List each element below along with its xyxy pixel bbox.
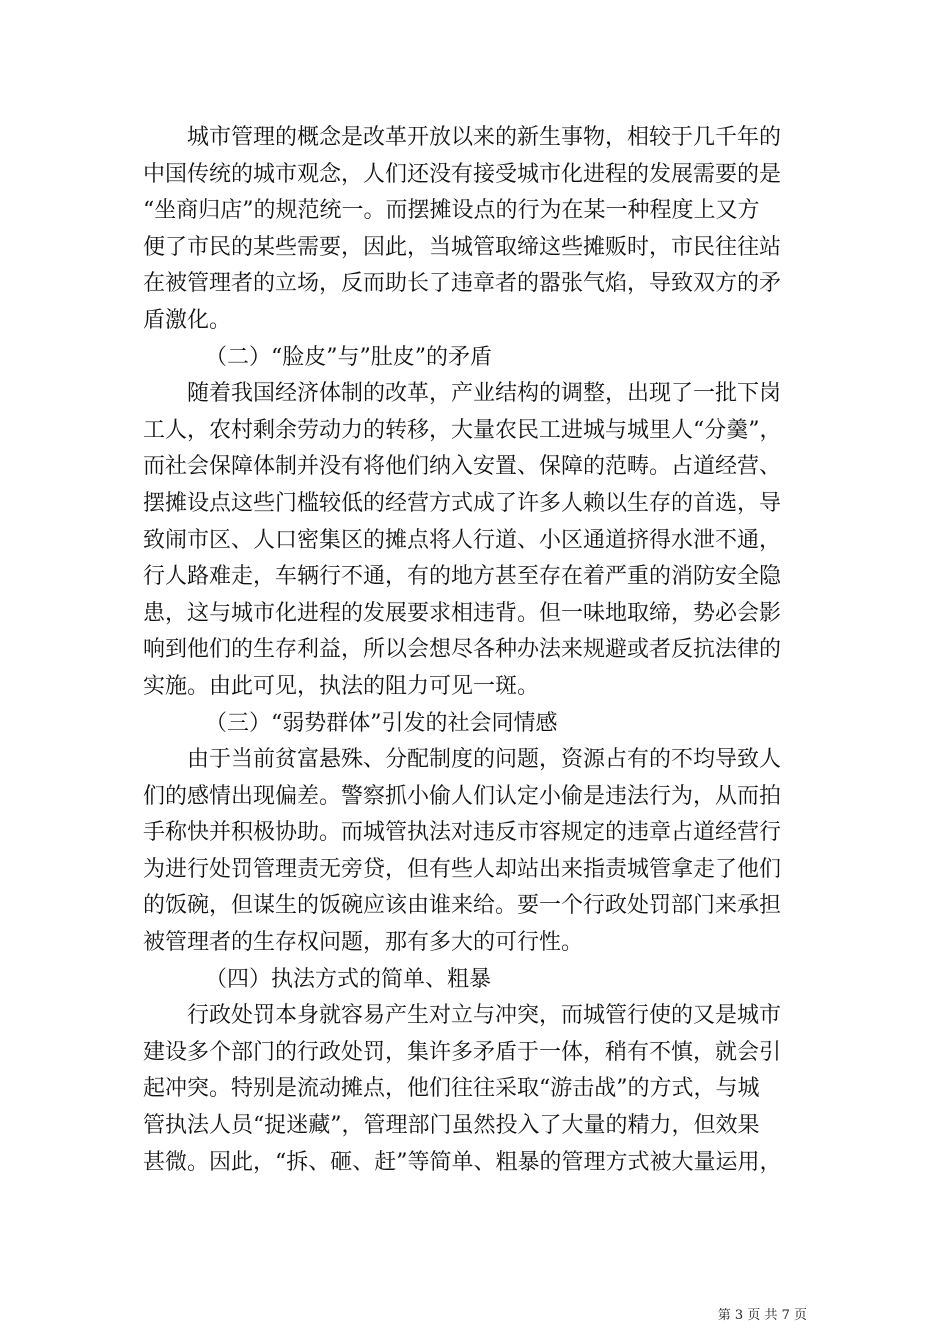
- text-line: 而社会保障体制并没有将他们纳入安置、保障的范畴。占道经营、: [143, 454, 782, 480]
- text-line: 便了市民的某些需要，因此，当城管取缔这些摊贩时，市民往往站: [143, 234, 782, 260]
- text-line: 实施。由此可见，执法的阻力可见一斑。: [143, 673, 540, 699]
- text-line: 甚微。因此，“拆、砸、赶”等简单、粗暴的管理方式被大量运用，: [143, 1149, 782, 1175]
- text-line: 行政处罚本身就容易产生对立与冲突，而城管行使的又是城市: [187, 1003, 782, 1029]
- text-line: 管执法人员“捉迷藏”，管理部门虽然投入了大量的精力，但效果: [143, 1113, 760, 1139]
- text-line: 行人路难走，车辆行不通，有的地方甚至存在着严重的消防安全隐: [143, 564, 782, 590]
- text-line: 为进行处罚管理责无旁贷，但有些人却站出来指责城管拿走了他们: [143, 856, 782, 882]
- document-body: [143, 120, 813, 1181]
- page-number: 第 3 页 共 7 页: [717, 1308, 807, 1323]
- paragraph: [143, 998, 813, 1181]
- text-line: 由于当前贫富悬殊、分配制度的问题，资源占有的不均导致人: [187, 747, 782, 773]
- section-heading-text: （二）“脸皮”与”肚皮”的矛盾: [205, 344, 492, 370]
- text-line: 们的感情出现偏差。警察抓小偷人们认定小偷是违法行为，从而拍: [143, 783, 782, 809]
- text-line: 中国传统的城市观念，人们还没有接受城市化进程的发展需要的是: [143, 161, 782, 187]
- text-line: 在被管理者的立场，反而助长了违章者的嚣张气焰，导致双方的矛: [143, 271, 782, 297]
- section-heading-text: （三）“弱势群体”引发的社会同情感: [205, 710, 558, 736]
- text-line: 致闹市区、人口密集区的摊点将人行道、小区通道挤得水泄不通，: [143, 527, 782, 553]
- text-line: 盾激化。: [143, 307, 232, 333]
- section-heading-text: （四）执法方式的简单、粗暴: [205, 966, 492, 992]
- text-line: 的饭碗，但谋生的饭碗应该由谁来给。要一个行政处罚部门来承担: [143, 893, 782, 919]
- paragraph: [143, 376, 813, 705]
- text-line: 响到他们的生存利益，所以会想尽各种办法来规避或者反抗法律的: [143, 637, 782, 663]
- text-line: 建设多个部门的行政处罚，集许多矛盾于一体，稍有不慎，就会引: [143, 1039, 782, 1065]
- section-heading: [143, 340, 813, 377]
- text-line: 手称快并积极协助。而城管执法对违反市容规定的违章占道经营行: [143, 820, 782, 846]
- text-line: 患，这与城市化进程的发展要求相违背。但一味地取缔，势必会影: [143, 600, 782, 626]
- text-line: “坐商归店”的规范统一。而摆摊设点的行为在某一种程度上又方: [143, 198, 760, 224]
- text-line: 工人，农村剩余劳动力的转移，大量农民工进城与城里人“分羹”，: [143, 417, 782, 443]
- paragraph: [143, 742, 813, 962]
- section-heading: [143, 706, 813, 743]
- paragraph: [143, 120, 813, 340]
- section-heading: [143, 962, 813, 999]
- text-line: 起冲突。特别是流动摊点，他们往往采取“游击战”的方式，与城: [143, 1076, 760, 1102]
- text-line: 被管理者的生存权问题，那有多大的可行性。: [143, 930, 584, 956]
- text-line: 随着我国经济体制的改革，产业结构的调整，出现了一批下岗: [187, 381, 782, 407]
- text-line: 摆摊设点这些门槛较低的经营方式成了许多人赖以生存的首选，导: [143, 490, 782, 516]
- text-line: 城市管理的概念是改革开放以来的新生事物，相较于几千年的: [187, 125, 782, 150]
